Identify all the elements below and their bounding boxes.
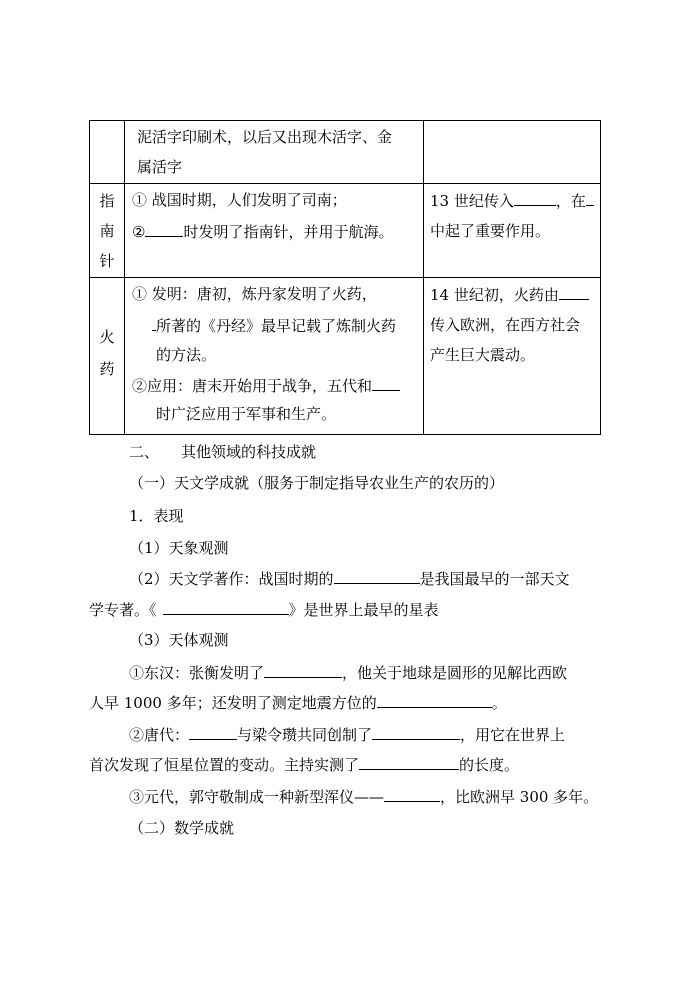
table-row-compass: [89, 184, 601, 278]
gunpowder-content-d: ②应用：唐末开始用于战争，五代和: [132, 374, 400, 397]
tang-line1: ②唐代： 与梁令瓒共同创制了 ，用它在世界上: [129, 723, 565, 746]
gunpowder-content-e: 时广泛应用于军事和生产。: [156, 405, 337, 423]
item-performance: 1．表现: [129, 507, 184, 525]
gunpowder-influence-a: 14 世纪初，火药由: [430, 283, 589, 306]
section2-heading: 二、 其他领域的科技成就: [129, 443, 317, 461]
gunpowder-influence-c: 产生巨大震动。: [430, 346, 536, 364]
row1-content-line2: 属活字: [137, 158, 183, 176]
compass-influence-b: 中起了重要作用。: [430, 222, 551, 240]
table-row-movable-type: [89, 120, 601, 184]
yuan-line: ③元代，郭守敬制成一种新型浑仪—— ，比欧洲早 300 多年。: [129, 785, 598, 808]
compass-label-3: 针: [99, 252, 115, 270]
gunpowder-content-a: ① 发明：唐初，炼丹家发明了火药，: [132, 285, 377, 303]
compass-label-1: 指: [99, 192, 115, 210]
gunpowder-label-1: 火: [99, 328, 115, 346]
compass-content-a: ① 战国时期，人们发明了司南；: [132, 191, 347, 209]
table-row-gunpowder: [89, 278, 601, 435]
math-subheading: （二）数学成就: [129, 819, 235, 837]
astronomy-works-line1: （2）天文学著作：战国时期的 是我国最早的一部天文: [129, 567, 570, 590]
row1-content-line1: 泥活字印刷术，以后又出现木活字、金: [137, 128, 393, 146]
body-observation: （3）天体观测: [129, 631, 229, 649]
celestial-observation: （1）天象观测: [129, 539, 229, 557]
astronomy-works-line2: 学专著。《 》是世界上最早的星表: [89, 598, 439, 621]
gunpowder-influence-b: 传入欧洲，在西方社会: [430, 316, 581, 334]
compass-influence-a: 13 世纪传入 ，在: [430, 189, 594, 212]
inventions-table: [89, 120, 601, 435]
compass-content-b: ② 时发明了指南针，并用于航海。: [132, 220, 393, 243]
gunpowder-content-b: 所著的《丹经》最早记载了炼制火药: [152, 314, 396, 337]
astronomy-subheading: （一）天文学成就（服务于制定指导农业生产的农历的）: [129, 474, 505, 492]
eastern-han-line1: ①东汉：张衡发明了 ，他关于地球是圆形的见解比西欧: [129, 661, 567, 684]
compass-label-2: 南: [99, 222, 115, 240]
gunpowder-content-c: 的方法。: [156, 346, 217, 364]
gunpowder-label-2: 药: [99, 360, 115, 378]
tang-line2: 首次发现了恒星位置的变动。主持实测了 的长度。: [89, 753, 519, 776]
eastern-han-line2: 人早 1000 多年；还发明了测定地震方位的 。: [89, 691, 507, 714]
